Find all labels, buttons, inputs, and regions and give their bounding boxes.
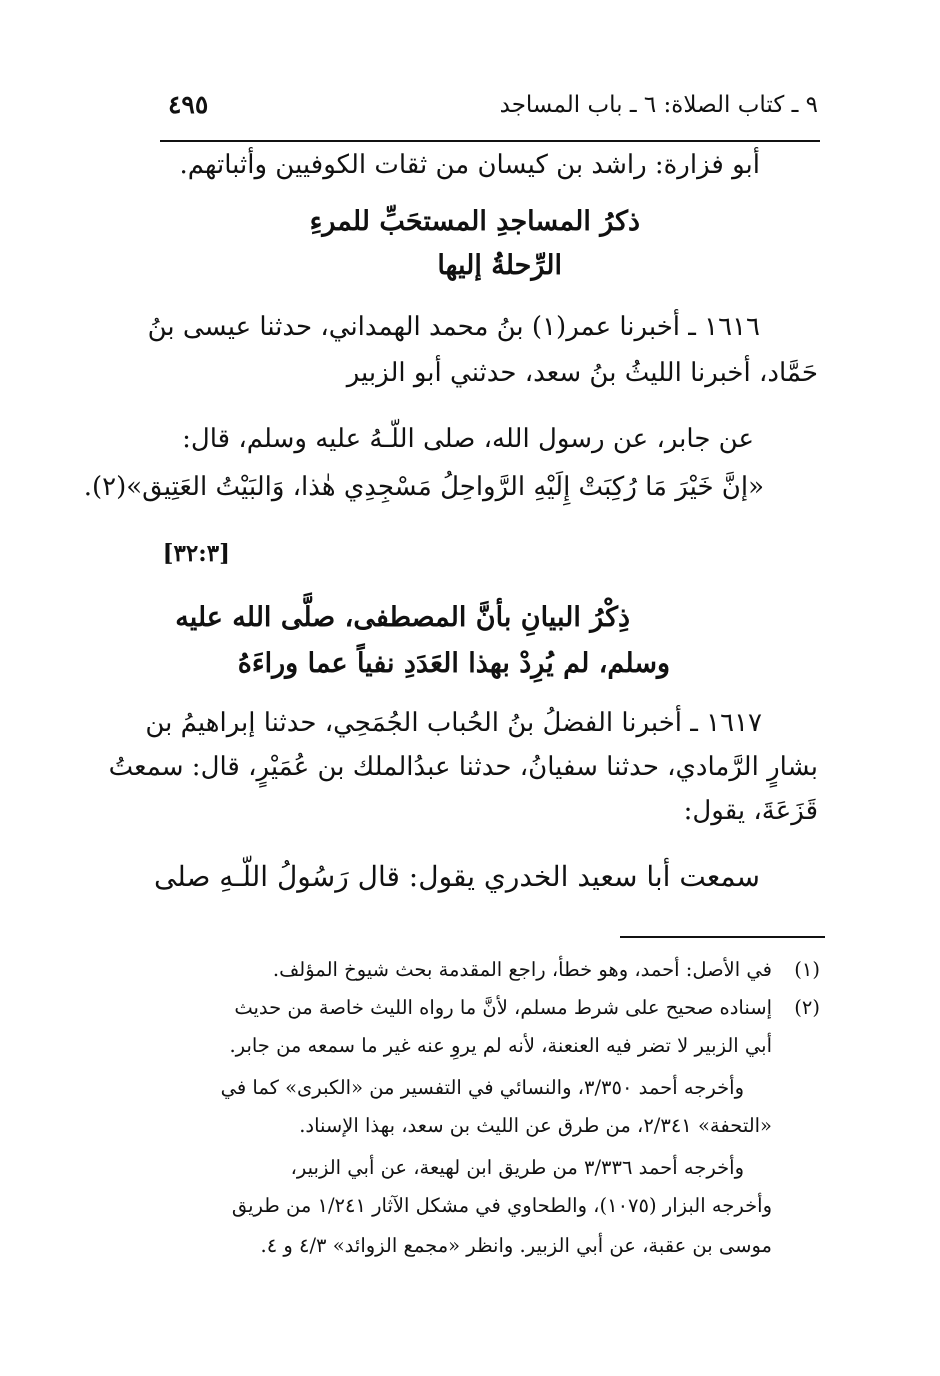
hadith-1616-isnad-line2: حَمَّاد، أخبرنا الليثُ بنُ سعد، حدثني أبو الزبير <box>346 358 818 388</box>
header-rule <box>160 140 820 142</box>
section-heading-2-line2: وسلم، لم يُرِدْ بهذا العَدَدِ نفياً عما وراءَهُ <box>237 648 670 679</box>
footnote-2-line5: وأخرجه أحمد ٣/٣٣٦ من طريق ابن لهيعة، عن أبي الزبير، <box>290 1156 744 1179</box>
footnote-2-line1: إسناده صحيح على شرط مسلم، لأنَّ ما رواه الليث خاصة من حديث <box>234 996 772 1019</box>
footnote-2-line6: وأخرجه البزار (١٠٧٥)، والطحاوي في مشكل الآثار ١/٢٤١ من طريق <box>231 1194 772 1217</box>
hadith-1617-isnad-line3: قَزَعَةَ، يقول: <box>683 796 818 826</box>
footnote-2-line3: وأخرجه أحمد ٣/٣٥٠، والنسائي في التفسير من «الكبرى» كما في <box>220 1076 744 1099</box>
running-title: ٩ ـ كتاب الصلاة: ٦ ـ باب المساجد <box>499 92 818 118</box>
page-number: ٤٩٥ <box>168 90 209 119</box>
hadith-1617-isnad-line1: ١٦١٧ ـ أخبرنا الفضلُ بنُ الحُباب الجُمَحِي، حدثنا إبراهيمُ بن <box>145 708 762 738</box>
footnote-1-number: (١) <box>794 958 820 981</box>
hadith-1617-isnad-line2: بشارٍ الرَّمادي، حدثنا سفيانُ، حدثنا عبدُالملك بن عُمَيْرٍ، قال: سمعتُ <box>108 752 818 782</box>
footnote-rule <box>620 936 825 938</box>
hadith-1616-isnad-line1: ١٦١٦ ـ أخبرنا عمر(١) بنُ محمد الهمداني، حدثنا عيسى بنُ <box>147 312 760 342</box>
footnote-1-line1: في الأصل: أحمد، وهو خطأ، راجع المقدمة بحث شيوخ المؤلف. <box>272 958 772 981</box>
intro-line: أبو فزارة: راشد بن كيسان من ثقات الكوفيين وأثباتهم. <box>179 150 760 180</box>
section-heading-1-line1: ذكرُ المساجدِ المستحَبِّ للمرءِ <box>309 206 640 237</box>
hadith-1616-matn-line2: «إنَّ خَيْرَ مَا رُكِبَتْ إِلَيْهِ الرَّواحِلُ مَسْجِدِي هٰذا، وَالبَيْتُ العَتِيق»(٢). <box>83 472 764 502</box>
hadith-1616-matn-line1: عن جابر، عن رسول الله، صلى اللّـهُ عليه وسلم، قال: <box>182 424 754 454</box>
footnote-2-line4: «التحفة» ٢/٣٤١، من طرق عن الليث بن سعد، بهذا الإسناد. <box>299 1114 772 1137</box>
reference-bracket: [٣٢:٣] <box>162 540 230 567</box>
hadith-1617-matn-line1: سمعت أبا سعيد الخدري يقول: قال رَسُولُ اللّـهِ صلى <box>153 860 760 893</box>
section-heading-2-line1: ذِكْرُ البيانِ بأنَّ المصطفى، صلَّى الله عليه <box>175 602 630 633</box>
footnote-2-line2: أبي الزبير لا تضر فيه العنعنة، لأنه لم يروِ عنه غير ما سمعه من جابر. <box>229 1034 772 1057</box>
footnote-2-number: (٢) <box>794 996 820 1019</box>
footnote-2-line7: موسى بن عقبة، عن أبي الزبير. وانظر «مجمع الزوائد» ٤/٣ و ٤. <box>260 1234 772 1257</box>
section-heading-1-line2: الرِّحلةُ إليها <box>437 250 562 281</box>
